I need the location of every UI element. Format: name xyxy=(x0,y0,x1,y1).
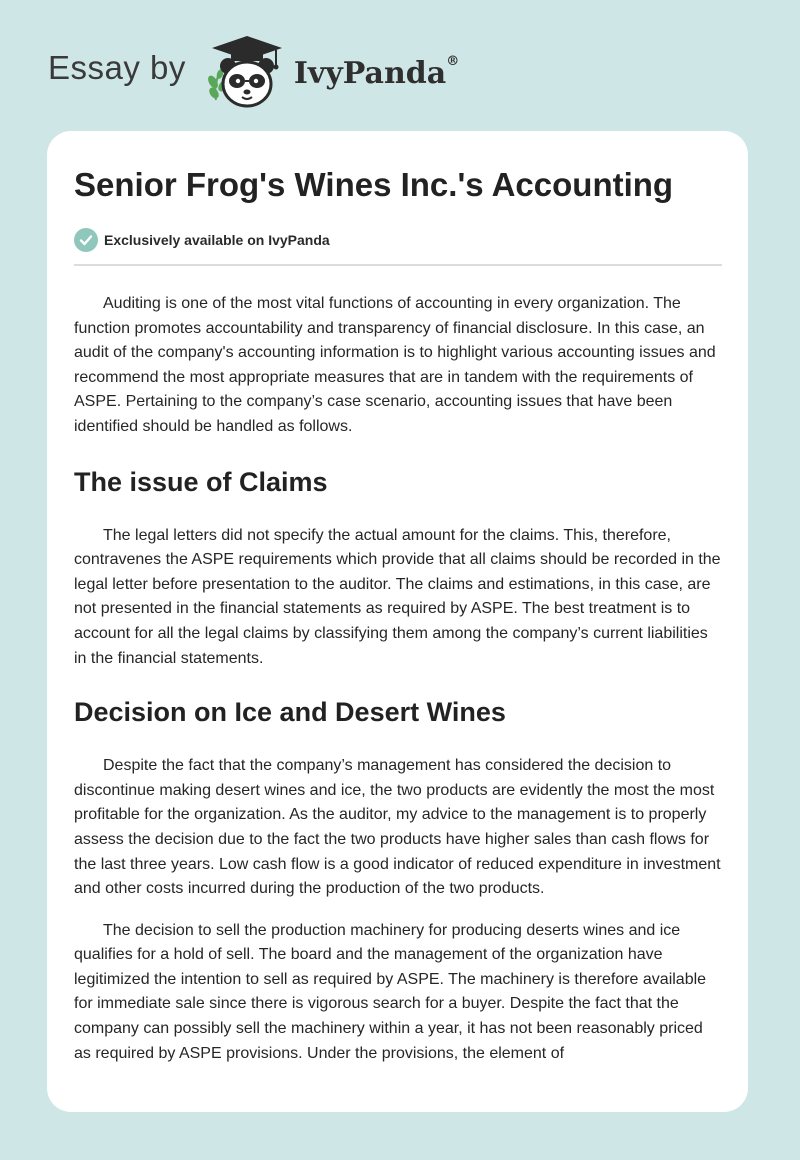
title-divider xyxy=(74,264,722,266)
wines-paragraph-2: The decision to sell the production machinery for producing deserts wines and ice qualifies for a hold of sell. The board and the management of the organization have legitimized the intention to sell as required by ASPE. The machinery is therefore available for immediate sale since there is vigorous search for a buyer. Despite the fact that the company can possibly sell the machinery within a year, it has not been reasonably priced as required by ASPE provisions. Under the provisions, the element of xyxy=(74,921,707,1062)
panda-logo-icon xyxy=(204,30,290,112)
wines-paragraph-1: Despite the fact that the company’s management has considered the decision to discontinue making desert wines and ice, the two products are evidently the most the most profitable for the organization. As the auditor, my advice to the management is to properly assess the decision due to the fact the two products have higher sales than cash flows for the last three years. Low cash flow is a good indicator of reduced expenditure in investment and other costs incurred during the production of the two products. xyxy=(74,757,721,898)
intro-paragraph: Auditing is one of the most vital functions of accounting in every organization. The function promotes accountability and transparency of financial disclosure. In this case, an audit of the company's accounting information is to highlight various accounting issues and recommend the most appropriate measures that are in tandem with the requirements of ASPE. Pertaining to the company’s case scenario, accounting issues that have been identified should be handled as follows. xyxy=(74,295,716,435)
page-title: Senior Frog's Wines Inc.'s Accounting xyxy=(74,166,674,203)
exclusive-badge xyxy=(74,227,722,253)
check-circle-icon xyxy=(74,228,98,252)
section-heading-ice-desert-wines: Decision on Ice and Desert Wines xyxy=(74,697,506,728)
essay-content xyxy=(47,131,748,1066)
brand-name-text: IvyPanda xyxy=(293,55,447,91)
exclusive-badge-label: Exclusively available on IvyPanda xyxy=(104,232,330,248)
site-header xyxy=(48,30,459,112)
registered-mark: ® xyxy=(446,53,460,69)
brand-name xyxy=(293,53,460,91)
essay-by-label: Essay by xyxy=(48,49,186,86)
claims-paragraph: The legal letters did not specify the actual amount for the claims. This, therefore, contravenes the ASPE requirements which provide that all claims should be recorded in the legal letter before presentation to the auditor. The claims and estimations, in this case, are not presented in the financial statements as required by ASPE. The best treatment is to account for all the legal claims by classifying them among the company’s current liabilities in the financial statements. xyxy=(74,526,721,667)
essay-card xyxy=(47,131,748,1112)
section-heading-claims: The issue of Claims xyxy=(74,466,328,497)
